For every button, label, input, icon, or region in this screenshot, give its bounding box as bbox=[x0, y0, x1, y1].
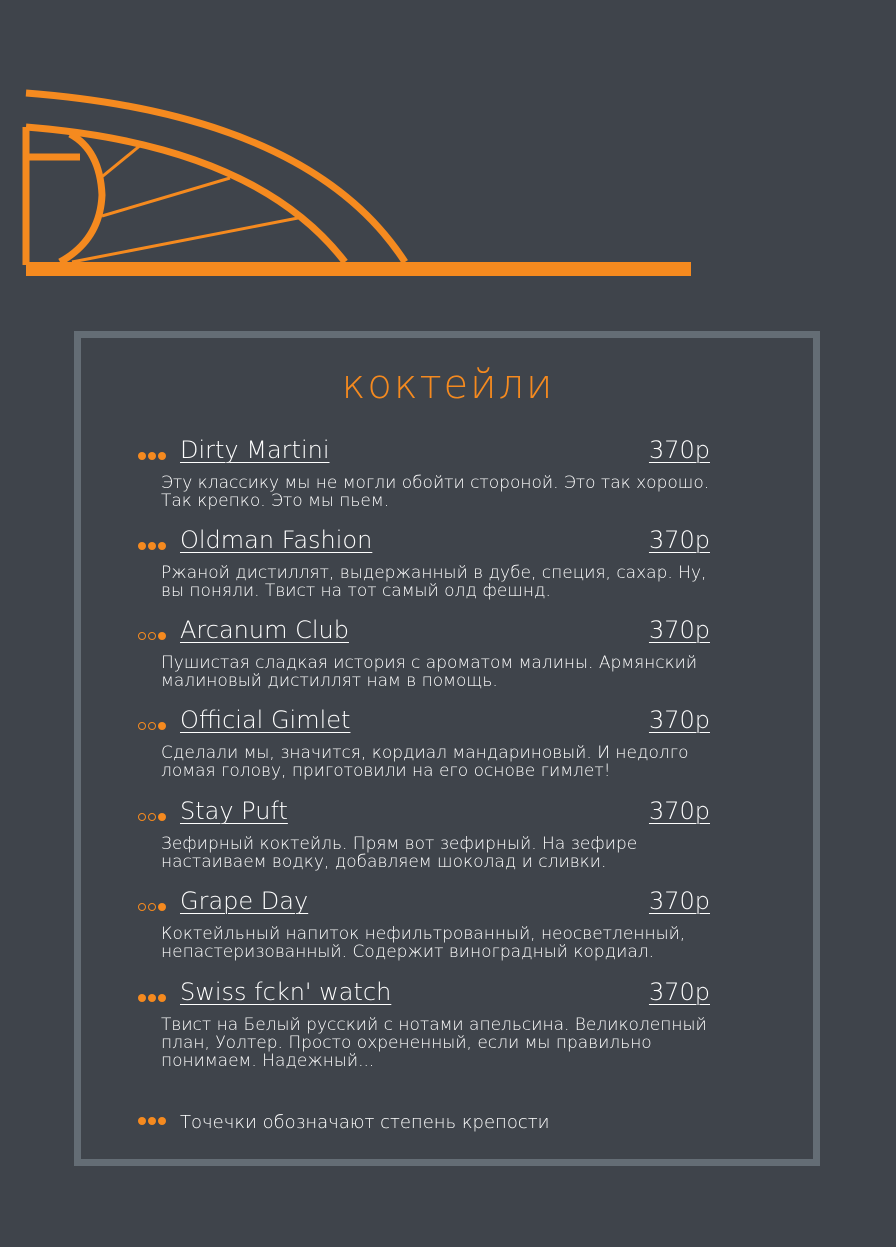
strength-dot bbox=[148, 632, 156, 640]
item-price: 370р bbox=[648, 978, 710, 1006]
strength-dot bbox=[138, 903, 146, 911]
art-deco-ornament bbox=[0, 0, 896, 300]
strength-dot bbox=[138, 632, 146, 640]
strength-dot bbox=[138, 722, 146, 730]
strength-dot bbox=[148, 903, 156, 911]
item-name: Official Gimlet bbox=[180, 706, 351, 734]
item-name: Grape Day bbox=[180, 887, 309, 915]
strength-dots-icon bbox=[138, 632, 168, 642]
menu-item bbox=[0, 526, 896, 616]
strength-dot bbox=[158, 452, 166, 460]
strength-dot bbox=[158, 542, 166, 550]
item-description: Ржаной дистиллят, выдержанный в дубе, специя, сахар. Ну, вы поняли. Твист на тот самый олд фешнд. bbox=[161, 563, 707, 601]
strength-dot bbox=[158, 1117, 166, 1125]
menu-item bbox=[0, 436, 896, 526]
strength-legend bbox=[138, 1110, 549, 1134]
strength-dot bbox=[138, 1117, 146, 1125]
strength-dot bbox=[148, 542, 156, 550]
item-name: Oldman Fashion bbox=[180, 526, 373, 554]
item-price: 370р bbox=[648, 706, 710, 734]
strength-dot bbox=[158, 632, 166, 640]
strength-dots-icon bbox=[138, 542, 168, 552]
menu-item bbox=[0, 797, 896, 887]
strength-dots-icon bbox=[138, 1117, 168, 1127]
strength-dots-icon bbox=[138, 813, 168, 823]
strength-dot bbox=[158, 722, 166, 730]
strength-dot bbox=[148, 813, 156, 821]
menu-item bbox=[0, 887, 896, 977]
item-price: 370р bbox=[648, 436, 710, 464]
item-description: Эту классику мы не могли обойти стороной. Это так хорошо. Так крепко. Это мы пьем. bbox=[161, 473, 710, 511]
strength-dot bbox=[138, 452, 146, 460]
strength-dot bbox=[148, 1117, 156, 1125]
strength-dot bbox=[138, 994, 146, 1002]
strength-dot bbox=[148, 722, 156, 730]
item-price: 370р bbox=[648, 526, 710, 554]
item-description: Твист на Белый русский с нотами апельсина. Великолепный план, Уолтер. Просто охрененный, если мы правильно понимаем. Надежный... bbox=[161, 1015, 707, 1071]
strength-dots-icon bbox=[138, 722, 168, 732]
strength-dots-icon bbox=[138, 903, 168, 913]
strength-dot bbox=[158, 813, 166, 821]
item-description: Пушистая сладкая история с ароматом малины. Армянский малиновый дистиллят нам в помощь. bbox=[161, 653, 698, 691]
strength-dots-icon bbox=[138, 994, 168, 1004]
item-name: Swiss fckn' watch bbox=[180, 978, 392, 1006]
strength-dots-icon bbox=[138, 452, 168, 462]
legend-text: Точечки обозначают степень крепости bbox=[180, 1111, 550, 1133]
menu-item bbox=[0, 978, 896, 1071]
menu-item bbox=[0, 616, 896, 706]
strength-dot bbox=[158, 994, 166, 1002]
strength-dot bbox=[148, 994, 156, 1002]
strength-dot bbox=[138, 542, 146, 550]
item-description: Сделали мы, значится, кордиал мандариновый. И недолго ломая голову, приготовили на его основе гимлет! bbox=[161, 743, 689, 781]
strength-dot bbox=[158, 903, 166, 911]
item-price: 370р bbox=[648, 797, 710, 825]
item-description: Зефирный коктейль. Прям вот зефирный. На зефире настаиваем водку, добавляем шоколад и сливки. bbox=[161, 834, 638, 872]
item-description: Коктейльный напиток нефильтрованный, неосветленный, непастеризованный. Содержит виноградный кордиал. bbox=[161, 924, 686, 962]
item-price: 370р bbox=[648, 616, 710, 644]
menu-item bbox=[0, 706, 896, 796]
menu-title: коктейли bbox=[341, 362, 555, 408]
item-name: Dirty Martini bbox=[180, 436, 330, 464]
strength-dot bbox=[138, 813, 146, 821]
item-name: Stay Puft bbox=[180, 797, 288, 825]
strength-dot bbox=[148, 452, 156, 460]
item-name: Arcanum Club bbox=[180, 616, 349, 644]
item-price: 370р bbox=[648, 887, 710, 915]
